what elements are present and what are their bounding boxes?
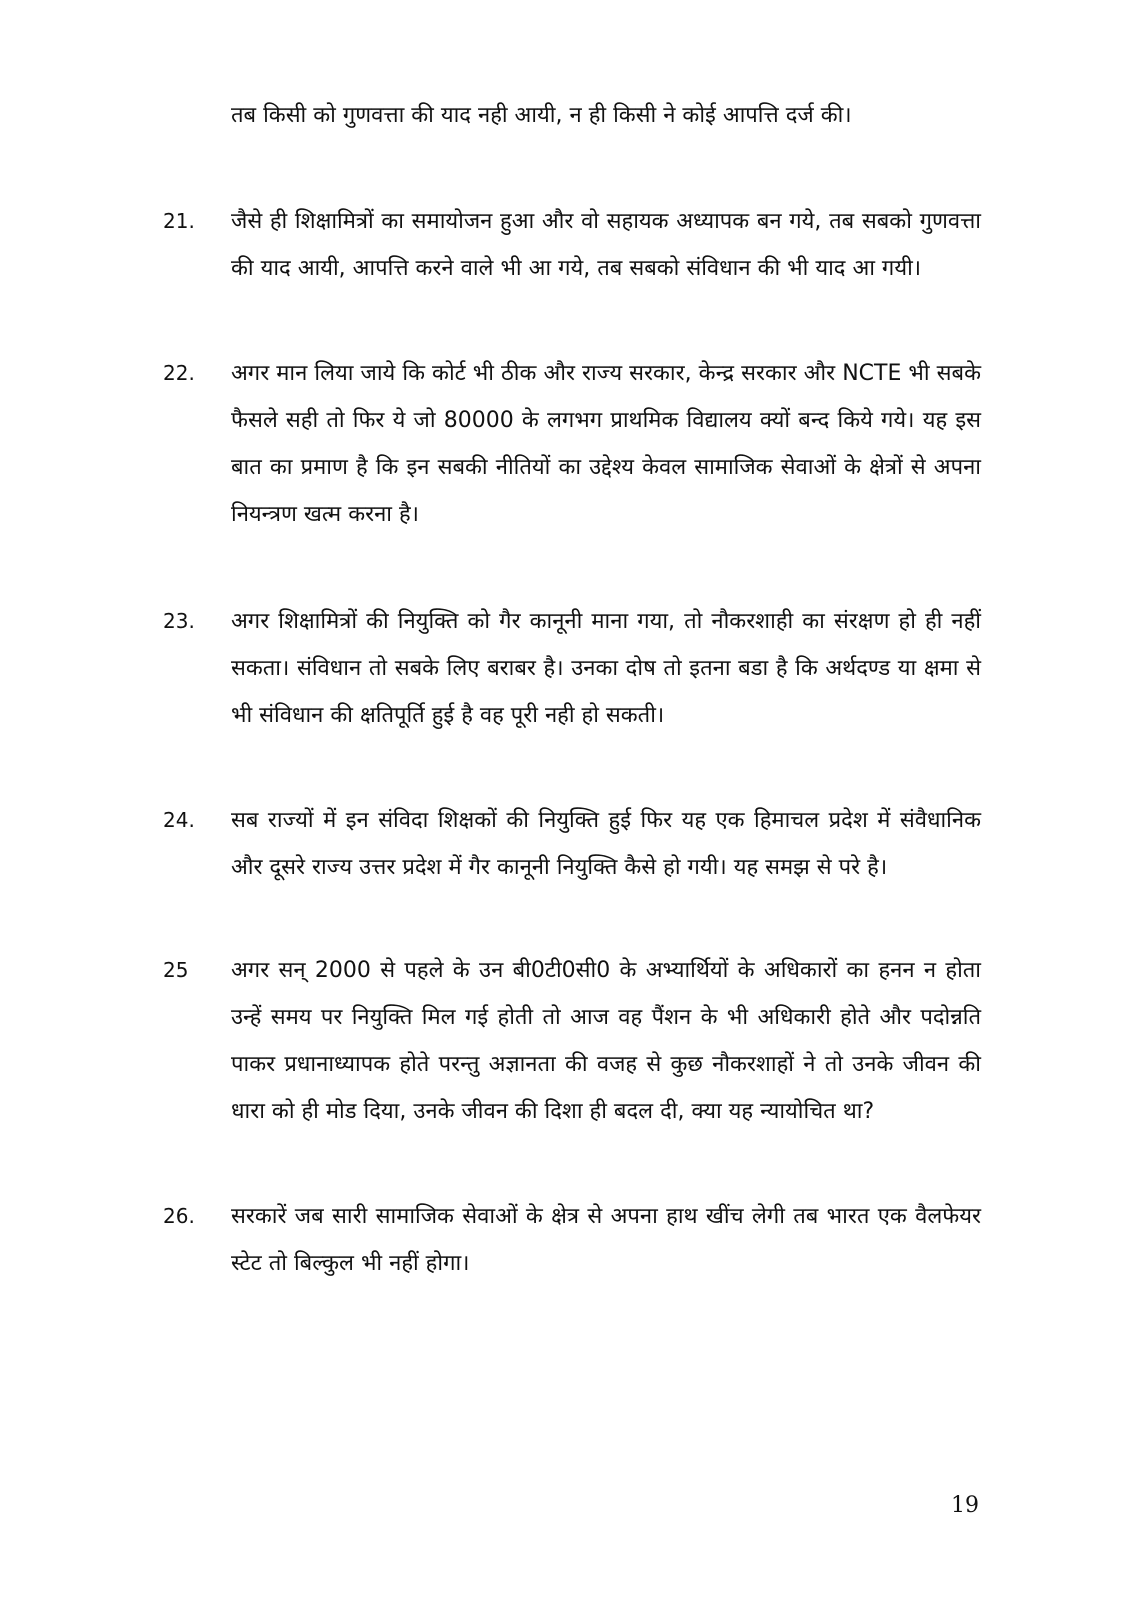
point-number-26: 26. (163, 1204, 195, 1228)
point-text-25: अगर सन् 2000 से पहले के उन बी0टी0सी0 के अभ्यार्थियों के अधिकारों का हनन न होता उन्हें समय पर नियुक्ति मिल गई होती तो आज वह पैंशन के भी अधिकारी होते और पदोन्नति पाकर प्रधानाध्यापक होते परन्तु अज्ञानता की वजह से कुछ नौकरशाहों ने तो उनके जीवन की धारा को ही मोड दिया, उनके जीवन की दिशा ही बदल दी, क्या यह न्यायोचित था? (231, 958, 981, 1124)
continuation-paragraph: तब किसी को गुणवत्ता की याद नही आयी, न ही किसी ने कोई आपत्ति दर्ज की। (231, 103, 852, 128)
point-number-21: 21. (163, 209, 195, 233)
page-number: 19 (951, 1493, 979, 1518)
point-text-24: सब राज्यों में इन संविदा शिक्षकों की नियुक्ति हुई फिर यह एक हिमाचल प्रदेश में संवैधानिक और दूसरे राज्य उत्तर प्रदेश में गैर कानूनी नियुक्ति कैसे हो गयी। यह समझ से परे है। (231, 808, 981, 880)
point-text-23: अगर शिक्षामित्रों की नियुक्ति को गैर कानूनी माना गया, तो नौकरशाही का संरक्षण हो ही नहीं सकता। संविधान तो सबके लिए बराबर है। उनका दोष तो इतना बडा है कि अर्थदण्ड या क्षमा से भी संविधान की क्षतिपूर्ति हुई है वह पूरी नही हो सकती। (231, 609, 981, 728)
point-text-22: अगर मान लिया जाये कि कोर्ट भी ठीक और राज्य सरकार, केन्द्र सरकार और NCTE भी सबके फैसले सही तो फिर ये जो 80000 के लगभग प्राथमिक विद्यालय क्यों बन्द किये गये। यह इस बात का प्रमाण है कि इन सबकी नीतियों का उद्देश्य केवल सामाजिक सेवाओं के क्षेत्रों से अपना नियन्त्रण खत्म करना है। (231, 361, 981, 527)
point-number-22: 22. (163, 361, 195, 385)
point-text-26: सरकारें जब सारी सामाजिक सेवाओं के क्षेत्र से अपना हाथ खींच लेगी तब भारत एक वैलफेयर स्टेट तो बिल्कुल भी नहीं होगा। (231, 1204, 981, 1276)
point-text-21: जैसे ही शिक्षामित्रों का समायोजन हुआ और वो सहायक अध्यापक बन गये, तब सबको गुणवत्ता की याद आयी, आपत्ति करने वाले भी आ गये, तब सबको संविधान की भी याद आ गयी। (231, 209, 981, 281)
point-number-23: 23. (163, 609, 195, 633)
point-number-25: 25 (163, 958, 189, 982)
point-number-24: 24. (163, 808, 195, 832)
